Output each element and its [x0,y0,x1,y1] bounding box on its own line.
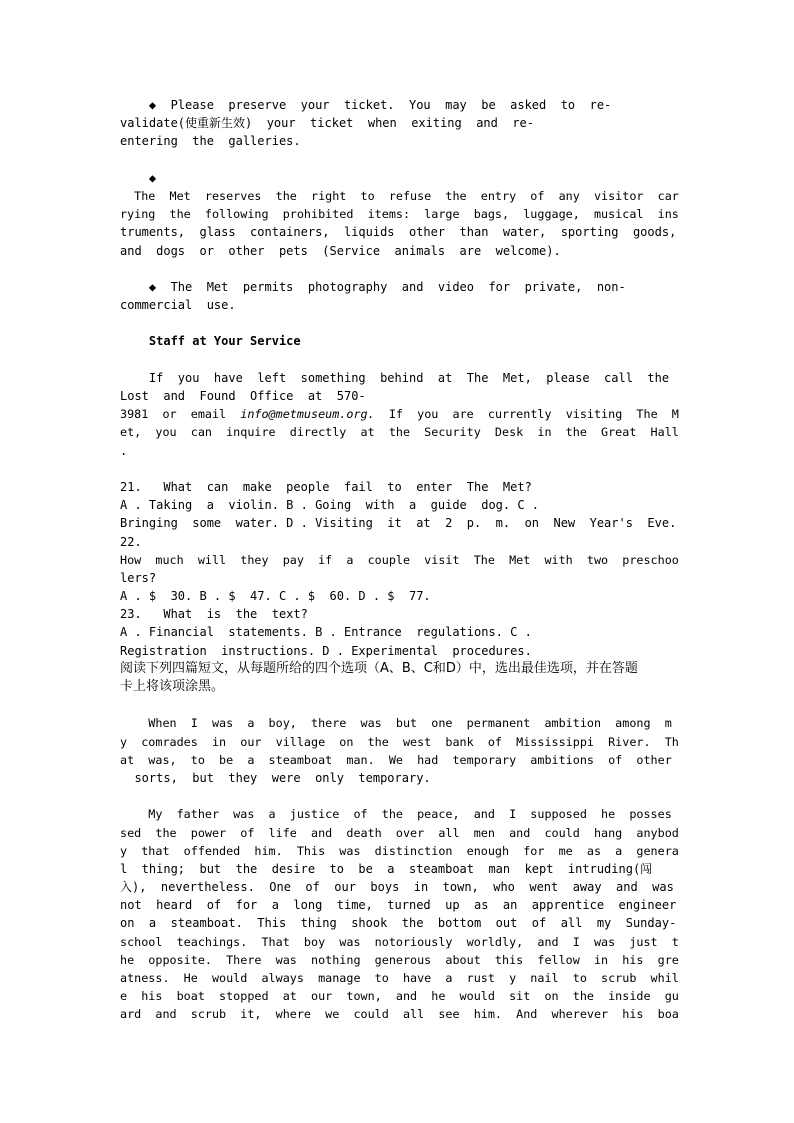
section-heading-staff: Staff at Your Service [120,334,301,349]
spacer [120,696,676,714]
text-line: The Met reserves the right to refuse the entry of any visitor car [120,188,679,203]
text-line: validate(使重新生效) your ticket when exiting and re- [120,116,535,131]
question-line: 21. What can make people fail to enter The Met? [120,479,532,494]
text-line: ◆ Please preserve your ticket. You may be asked to re- [120,98,612,112]
text-line: et, you can inquire directly at the Security Desk in the Great Hall [120,425,679,440]
text-line: My father was a justice of the peace, and I supposed he posses [120,807,672,822]
staff-paragraph [120,369,679,460]
text-line: y comrades in our village on the west bank of Mississippi River. Th [120,734,679,749]
bullet-marker: ◆ [120,170,157,185]
notice-bullet-photography [120,278,676,314]
question-line: lers? [120,570,157,585]
text-line: If you have left something behind at The Met, please call the [120,370,670,385]
text-line: e his boat stopped at our town, and he would sit on the inside gu [120,989,679,1004]
text-line: sed the power of life and death over all men and could hang anybod [120,825,679,840]
text-line: l thing; but the desire to be a steamboat man kept intruding(闯 [120,861,653,876]
spacer [120,314,676,332]
text-line: school teachings. That boy was notoriously worldly, and I was just t [120,934,679,949]
instruction-line: 阅读下列四篇短文，从每题所给的四个选项（A、B、C和D）中，选出最佳选项，并在答题 [120,660,638,676]
document-page [120,96,679,1024]
question-line: A . Taking a violin. B . Going with a guide dog. C . [120,498,540,513]
text-line: ◆ The Met permits photography and video for private, non- [120,279,626,294]
text-line: on a steamboat. This thing shook the bottom out of all my Sunday- [120,916,677,931]
spacer [120,260,676,278]
text-line: not heard of for a long time, turned up as an apprentice engineer [120,898,677,913]
text-line: entering the galleries. [120,134,301,149]
question-line: How much will they pay if a couple visit The Met with two preschoo [120,552,679,567]
question-line: Bringing some water. D . Visiting it at 2 p. m. on New Year's Eve. [120,516,677,531]
text-line [120,405,679,423]
spacer [120,151,676,169]
question-line: 23. What is the text? [120,607,308,622]
text-line: atness. He would always manage to have a rust y nail to scrub whil [120,971,679,985]
instruction-line: 卡上将该项涂黑。 [120,679,225,694]
notice-bullet-preserve-ticket [120,96,676,151]
passage-paragraph-1 [120,714,679,787]
email-link[interactable]: info@metmuseum.org. [240,407,375,422]
passage-paragraph-2 [120,805,679,1023]
text-line: y that offended him. This was distinction enough for me as a genera [120,843,679,858]
text-fragment: If you are currently visiting The M [374,407,679,422]
questions-block [120,478,679,660]
text-line: 入), nevertheless. One of our boys in town, who went away and was [120,880,674,895]
question-line: Registration instructions. D . Experimental procedures. [120,643,532,658]
section-instruction [120,660,676,696]
text-line: at was, to be a steamboat man. We had temporary ambitions of other [120,752,672,767]
text-line: he opposite. There was nothing generous about this fellow in his gre [120,952,679,967]
text-line: rying the following prohibited items: large bags, luggage, musical ins [120,207,679,222]
text-line: . [120,443,128,458]
text-line: When I was a boy, there was but one permanent ambition among m [120,716,672,731]
notice-bullet-prohibited-items [120,169,679,260]
text-line: ard and scrub it, where we could all see him. And wherever his boa [120,1007,679,1022]
text-line: commercial use. [120,298,236,313]
spacer [120,351,676,369]
question-line: A . Financial statements. B . Entrance regulations. C . [120,625,532,640]
question-line: 22. [120,534,142,549]
text-line: Lost and Found Office at 570- [120,389,366,403]
spacer [120,460,676,478]
question-line: A . $ 30. B . $ 47. C . $ 60. D . $ 77. [120,589,431,604]
text-line: truments, glass containers, liquids other than water, sporting goods, [120,225,677,240]
text-fragment: 3981 or email [120,407,241,422]
text-line: sorts, but they were only temporary. [120,770,431,785]
spacer [120,787,676,805]
text-line: and dogs or other pets (Service animals are welcome). [120,243,561,258]
